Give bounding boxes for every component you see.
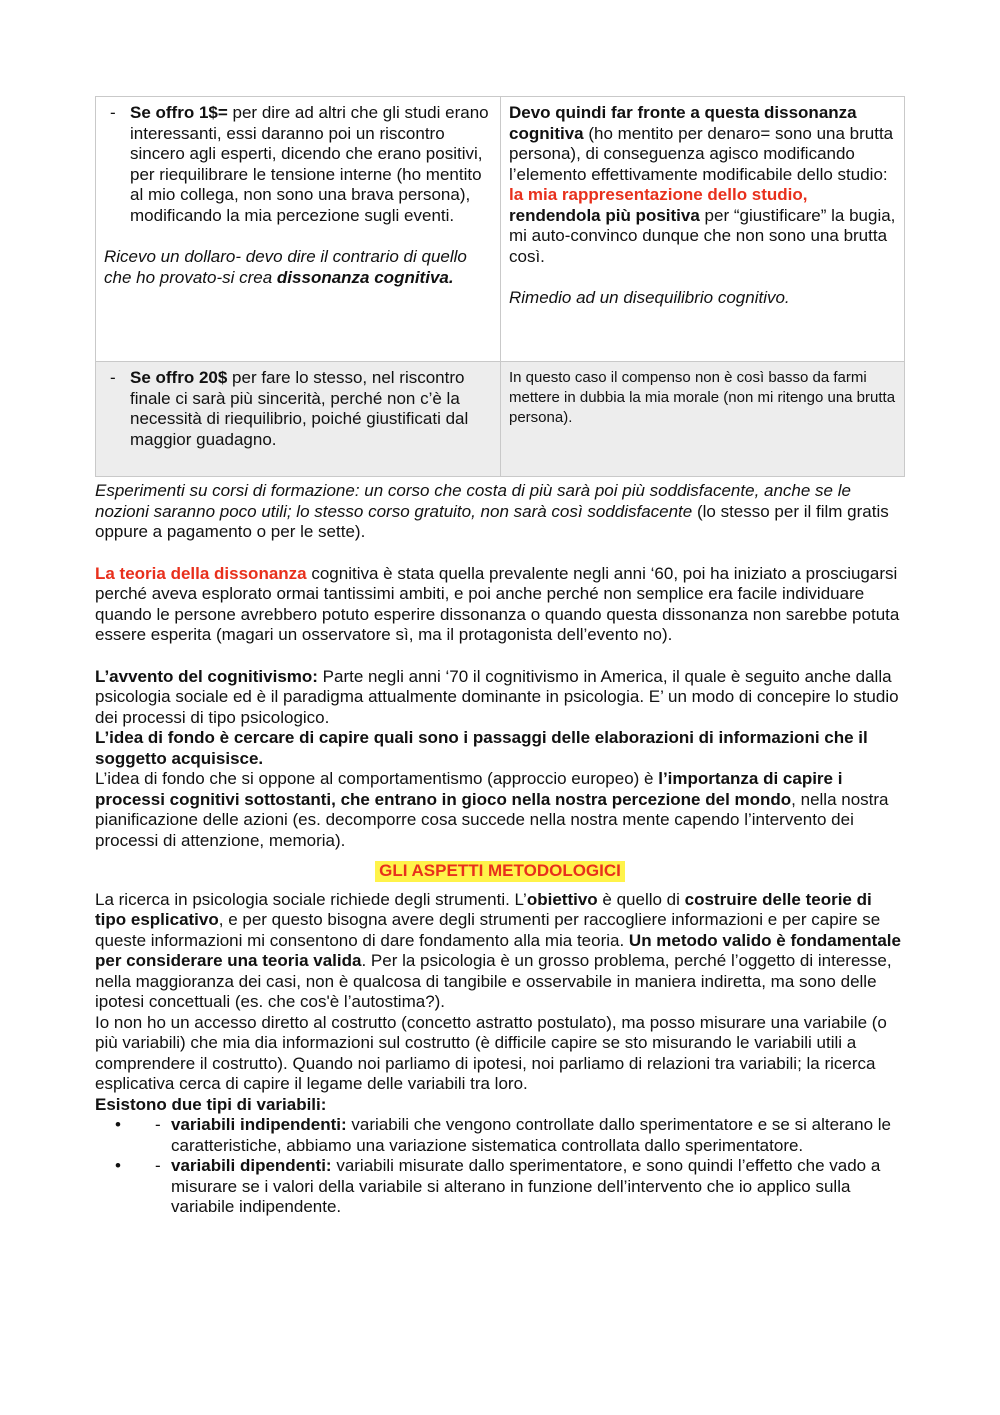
paragraph-methodology: La ricerca in psicologia sociale richiede degli strumenti. L’obiettivo è quello di costruire delle teorie di tipo esplicativo, e per questo bisogna avere degli strumenti per raccogliere informazioni e per capire se queste informazioni mi consentono di dare fondamento alla mia teoria. Un metodo valido è fondamentale per considerare una teoria valida. Per la psicologia è un grosso problema, perché l’oggetto di interesse, nella maggioranza dei casi, non è qualcosa di tangibile e osservabile in maniera indiretta, ma sono delle ipotesi concettuali (es. che cos'è l’autostima?). (95, 889, 901, 1011)
compensation-text: In questo caso il compenso non è così basso da farmi mettere in dubbia la mia morale (non mi ritengo una brutta persona). (509, 369, 896, 426)
table-row (96, 362, 905, 477)
comparison-table (95, 96, 905, 477)
bullet-marker: • (115, 1115, 121, 1134)
page-content (95, 96, 905, 1218)
dependent-variables-text: variabili dipendenti: variabili misurate dallo sperimentatore, e sono quindi l’effetto che vado a misurare se i valori della variabile si alterano in funzione dell’intervento che io applico sulla variabile indipendente. (171, 1156, 881, 1216)
paragraph-core-idea: L’idea di fondo è cercare di capire quali sono i passaggi delle elaborazioni di informazioni che il soggetto acquisisce. (95, 728, 868, 768)
dash-marker: - (155, 1156, 161, 1175)
paragraph-construct: Io non ho un accesso diretto al costrutto (concetto astratto postulato), ma posso misurare una variabile (o più variabili) che mia dia informazioni sul costrutto (è difficile capire se sto misurando le variabili utili a comprendere il costrutto). Quando noi parliamo di ipotesi, noi parliamo di relazioni tra variabili; la ricerca esplicativa cerca di capire il legame delle variabili tra loro. (95, 1012, 887, 1093)
paragraph-experiments: Esperimenti su corsi di formazione: un corso che costa di più sarà poi più soddisfacente, anche se le nozioni saranno poco utili; lo stesso corso gratuito, non sarà così soddisfacente (lo stesso per il film gratis oppure a pagamento o per le sette). (95, 481, 889, 541)
table-cell-offer-20 (96, 362, 501, 477)
table-cell-compensation (501, 362, 905, 477)
table-cell-offer-1 (96, 97, 501, 362)
section-heading: GLI ASPETTI METODOLOGICI (375, 861, 625, 882)
paragraph-opposition: L’idea di fondo che si oppone al comportamentismo (approccio europeo) è l’importanza di capire i processi cognitivi sottostanti, che entrano in gioco nella nostra percezione del mondo, nella nostra pianificazione delle azioni (es. decomporre cosa succede nella nostra mente capendo l’intervento dei processi di attenzione, memoria). (95, 769, 889, 850)
dash-list-item (104, 103, 492, 226)
variables-list (95, 1115, 905, 1218)
dash-marker: - (110, 368, 116, 387)
paragraph-cognitivism: L’avvento del cognitivismo: Parte negli anni ‘70 il cognitivismo in America, il quale è seguito anche dalla psicologia sociale ed è il paradigma attualmente dominante in psicologia. E’ un modo di concepire lo studio dei processi di tipo psicologico. (95, 666, 899, 727)
dash-list-item (104, 368, 492, 450)
table-cell-dissonance (501, 97, 905, 362)
table-row (96, 97, 905, 362)
list-item (95, 1115, 905, 1156)
paragraph-variable-types: Esistono due tipi di variabili: (95, 1094, 327, 1114)
list-item (95, 1156, 905, 1218)
dissonance-text: Devo quindi far fronte a questa dissonanza cognitiva (ho mentito per denaro= sono una brutta persona), di conseguenza agisco modificando l’elemento effettivamente modificabile dello studio: la mia rappresentazione dello studio, rendendola più positiva per “giustificare” la bugia, mi auto-convinco dunque che non sono una brutta così. (509, 103, 896, 266)
offer-1-note: Ricevo un dollaro- devo dire il contrario di quello che ho provato-si crea dissonanza cognitiva. (104, 247, 467, 287)
dash-marker: - (155, 1115, 161, 1134)
section-heading-wrap (95, 861, 905, 882)
offer-1-text: Se offro 1$= per dire ad altri che gli studi erano interessanti, essi daranno poi un riscontro sincero agli esperti, dicendo che erano positivi, per riequilibrare le tensione interne (ho mentito al mio collega, non sono una brava persona), modificando la mia percezione sugli eventi. (130, 103, 489, 225)
dash-marker: - (110, 103, 116, 122)
paragraph-dissonance-theory: La teoria della dissonanza cognitiva è stata quella prevalente negli anni ‘60, poi ha iniziato a prosciugarsi perché aveva esplorato ormai tantissimi ambiti, e poi anche perché non semplice era facile individuare quando le persone avrebbero potuto esperire dissonanza o quando questa dissonanza non sarebbe potuta essere esperita (magari un osservatore sì, ma il protagonista dell’evento no). (95, 563, 900, 644)
bullet-marker: • (115, 1156, 121, 1175)
dissonance-note: Rimedio ad un disequilibrio cognitivo. (509, 288, 790, 307)
independent-variables-text: variabili indipendenti: variabili che vengono controllate dallo sperimentatore e se si alterano le caratteristiche, abbiamo una variazione sistematica controllata dallo sperimentatore. (171, 1115, 892, 1155)
offer-20-text: Se offro 20$ per fare lo stesso, nel riscontro finale ci sarà più sincerità, perché non c’è la necessità di riequilibrio, poiché giustificati dal maggior guadagno. (130, 368, 469, 449)
